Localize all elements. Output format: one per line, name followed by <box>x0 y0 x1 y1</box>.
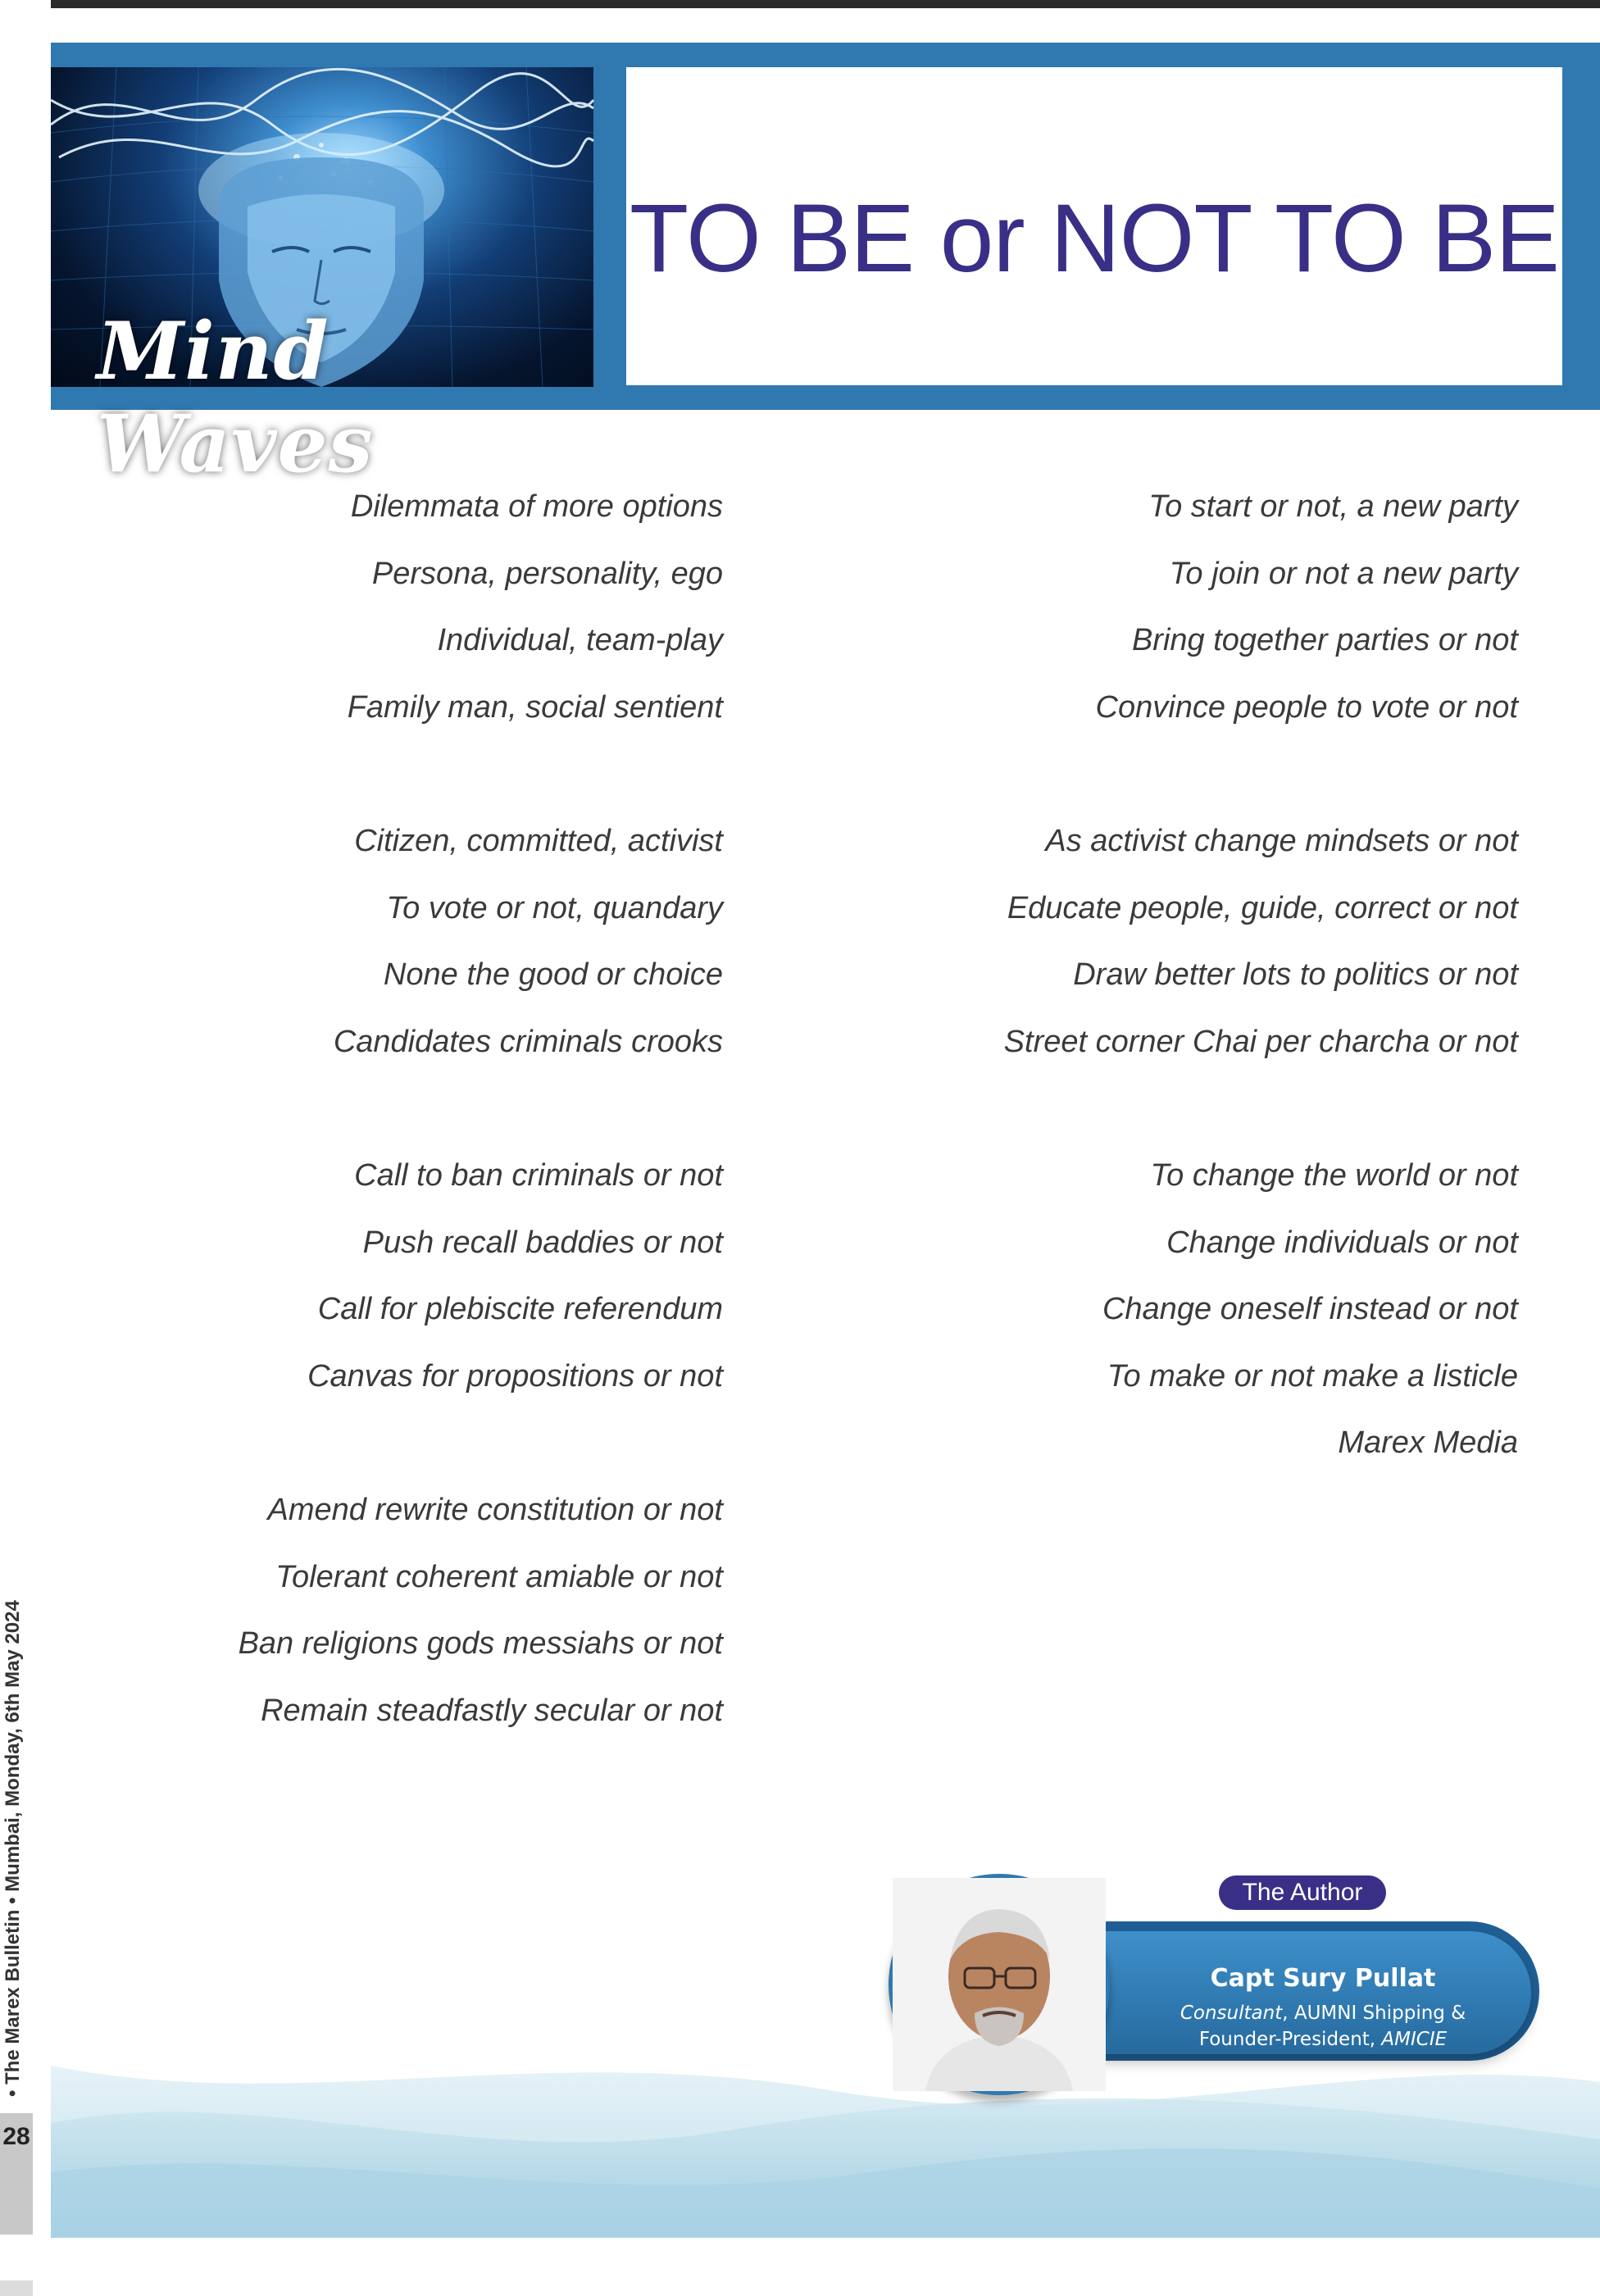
poem-right-column <box>918 484 1518 1554</box>
poem-line: Ban religions gods messiahs or not <box>238 1626 723 1661</box>
poem-line: As activist change mindsets or not <box>1045 824 1518 858</box>
poem-line: To start or not, a new party <box>1148 489 1518 524</box>
author-role-title: Consultant <box>1180 2003 1283 2024</box>
publication-info: • The Marex Bulletin • Mumbai, Monday, 6th May 2024 <box>2 1600 24 2097</box>
page-title: TO BE or NOT TO BE <box>630 184 1559 293</box>
author-role2-title: Founder-President, <box>1198 2029 1382 2050</box>
left-stanza <box>164 818 723 1085</box>
right-stanza <box>918 1153 1518 1487</box>
poem-line: Change oneself instead or not <box>1102 1292 1518 1326</box>
author-card-body <box>1066 1931 1531 2054</box>
poem-line: Call for plebiscite referendum <box>317 1292 723 1326</box>
poem-line: Citizen, committed, activist <box>354 824 723 858</box>
poem-line: Bring together parties or not <box>1131 623 1518 657</box>
poem-line: Change individuals or not <box>1166 1225 1518 1260</box>
top-rule <box>51 0 1600 8</box>
right-stanza <box>918 484 1518 751</box>
poem-line: Remain steadfastly secular or not <box>261 1693 723 1728</box>
poem-line: Push recall baddies or not <box>362 1225 723 1260</box>
poem-line: To make or not make a listicle <box>1107 1358 1518 1394</box>
mind-waves-image <box>51 67 593 490</box>
corner-mark <box>0 2280 33 2296</box>
left-stanza <box>164 1153 723 1420</box>
poem-line: Individual, team-play <box>437 623 723 657</box>
author-role2-org: AMICIE <box>1381 2029 1448 2050</box>
author-portrait <box>893 1878 1106 2091</box>
author-role <box>1115 2000 1531 2053</box>
author-role-org: , AUMNI Shipping & <box>1282 2003 1466 2024</box>
poem-line: Dilemmata of more options <box>350 489 723 524</box>
poem-line: Amend rewrite constitution or not <box>267 1493 723 1527</box>
poem-line: Convince people to vote or not <box>1095 689 1518 725</box>
author-badge: The Author <box>1219 1875 1386 1910</box>
poem-line: Tolerant coherent amiable or not <box>275 1559 723 1594</box>
poem-line: Family man, social sentient <box>347 689 723 725</box>
poem-line: Draw better lots to politics or not <box>1073 957 1518 992</box>
right-stanza <box>918 818 1518 1085</box>
footer-waves <box>51 2049 1600 2238</box>
author-name: Capt Sury Pullat <box>1210 1964 1436 1993</box>
poem-line: To join or not a new party <box>1169 556 1518 591</box>
poem-line: Marex Media <box>1338 1425 1518 1460</box>
poem-line: None the good or choice <box>383 957 723 992</box>
brand-title: Mind Waves <box>97 305 374 490</box>
header-banner <box>51 43 1600 490</box>
poem-line: Candidates criminals crooks <box>333 1024 723 1059</box>
poem-line: Street corner Chai per charcha or not <box>1003 1024 1518 1059</box>
left-stanza <box>164 1487 723 1754</box>
poem-line: Educate people, guide, correct or not <box>1007 890 1518 925</box>
left-stanza <box>164 484 723 751</box>
poem-line: Canvas for propositions or not <box>307 1358 723 1394</box>
author-photo <box>889 1874 1110 2095</box>
page-number: 28 <box>2 2123 30 2150</box>
poem-line: Persona, personality, ego <box>371 556 723 591</box>
author-card <box>1066 1918 1541 2057</box>
poem-line: To change the world or not <box>1150 1158 1518 1193</box>
title-panel <box>626 67 1562 385</box>
poem-line: Call to ban criminals or not <box>354 1158 723 1193</box>
poem-left-column <box>164 484 723 1821</box>
poem-line: To vote or not, quandary <box>386 890 723 925</box>
